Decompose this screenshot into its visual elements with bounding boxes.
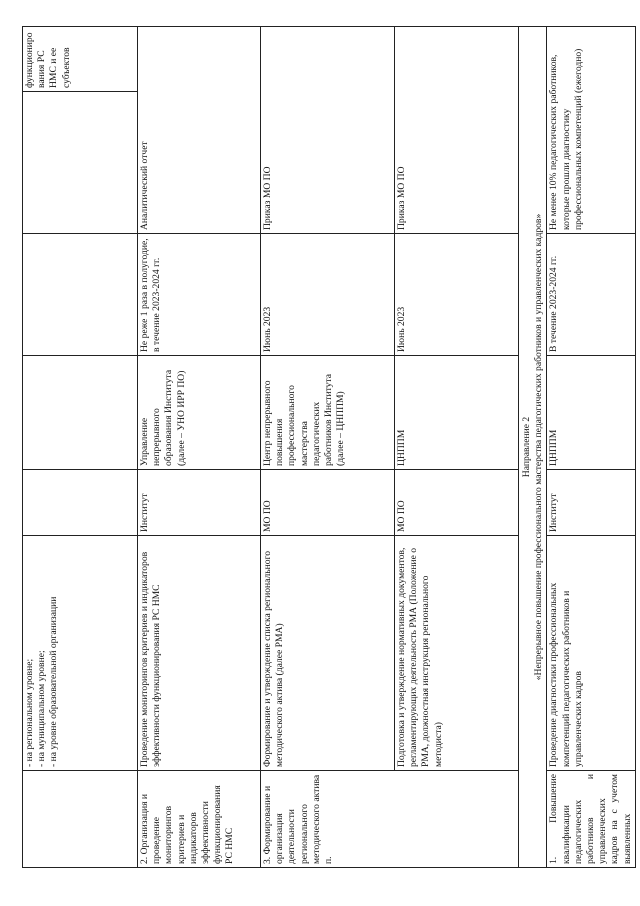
- executor-cell: ЦНППМ: [395, 356, 519, 470]
- organizer-cell: МО ПО: [395, 470, 519, 536]
- task-cell: 2. Организация и проведение мониторингов критериев и индикаторов эффективности функционирования РС НМС: [138, 771, 261, 868]
- result-cell: Приказ МО ПО: [261, 27, 395, 234]
- activity-cell: Проведение мониторингов критериев и индикаторов эффективности функционирования РС НМС: [138, 536, 261, 771]
- plan-table: [22, 26, 636, 868]
- organizer-cell: Институт: [547, 470, 635, 536]
- task-cell: 1. Повышение квалификации педагогических работников и управленческих кадров на с учетом выявленных: [547, 771, 635, 868]
- table-row: [547, 27, 635, 868]
- activity-cell: Проведение диагностики профессиональных компетенций педагогических работников и управленческих кадров: [547, 536, 635, 771]
- table-row: [23, 27, 138, 868]
- organizer-cell: [23, 470, 138, 536]
- section-number: Направление 2: [521, 416, 532, 478]
- table-row: [395, 27, 519, 868]
- executor-cell: ЦНППМ: [547, 356, 635, 470]
- section-title: «Непрерывное повышение профессионального мастерства педагогических работников и управленческих кадров»: [533, 213, 545, 681]
- organizer-cell: МО ПО: [261, 470, 395, 536]
- result-cell: Приказ МО ПО: [395, 27, 519, 234]
- indicator-cell: функционирования РС НМС и ее субъектов: [23, 27, 138, 92]
- deadline-cell: Июнь 2023: [395, 234, 519, 356]
- result-cell: Не менее 10% педагогических работников, которые прошли диагностику профессиональных компетенций (ежегодно): [547, 27, 635, 234]
- level-item: - на муниципальном уровне;: [36, 650, 48, 767]
- table-row: [261, 27, 395, 868]
- level-item: - на региональном уровне;: [24, 658, 35, 767]
- executor-cell: Управление непрерывного образования Института (далее – УНО ИРР ПО): [138, 356, 261, 470]
- deadline-cell: Не реже 1 раза в полугодие, в течение 2023-2024 гг.: [138, 234, 261, 356]
- deadline-cell: [23, 234, 138, 356]
- section-row: [519, 27, 547, 868]
- table-row: [138, 27, 261, 868]
- result-cell: Аналитический отчет: [138, 27, 261, 234]
- task-cell: 3. Формирование и организация деятельности регионального методического актива п.: [261, 771, 519, 868]
- organizer-cell: Институт: [138, 470, 261, 536]
- deadline-cell: Июнь 2023: [261, 234, 395, 356]
- section-heading: [519, 27, 547, 868]
- executor-cell: Центр непрерывного повышения профессионального мастерства педагогических работников Института (далее – ЦНППМ): [261, 356, 395, 470]
- task-cell: [23, 771, 138, 868]
- activity-cell: [23, 536, 138, 771]
- result-cell: [23, 92, 138, 234]
- level-item: - на уровне образовательной организации: [48, 596, 60, 767]
- activity-cell: Подготовка и утверждение нормативных документов, регламентирующих деятельность РМА (Положение о РМА, должностная инструкция регионального методиста): [395, 536, 519, 771]
- executor-cell: [23, 356, 138, 470]
- deadline-cell: В течение 2023-2024 гг.: [547, 234, 635, 356]
- activity-cell: Формирование и утверждение списка регионального методического актива (далее РМА): [261, 536, 395, 771]
